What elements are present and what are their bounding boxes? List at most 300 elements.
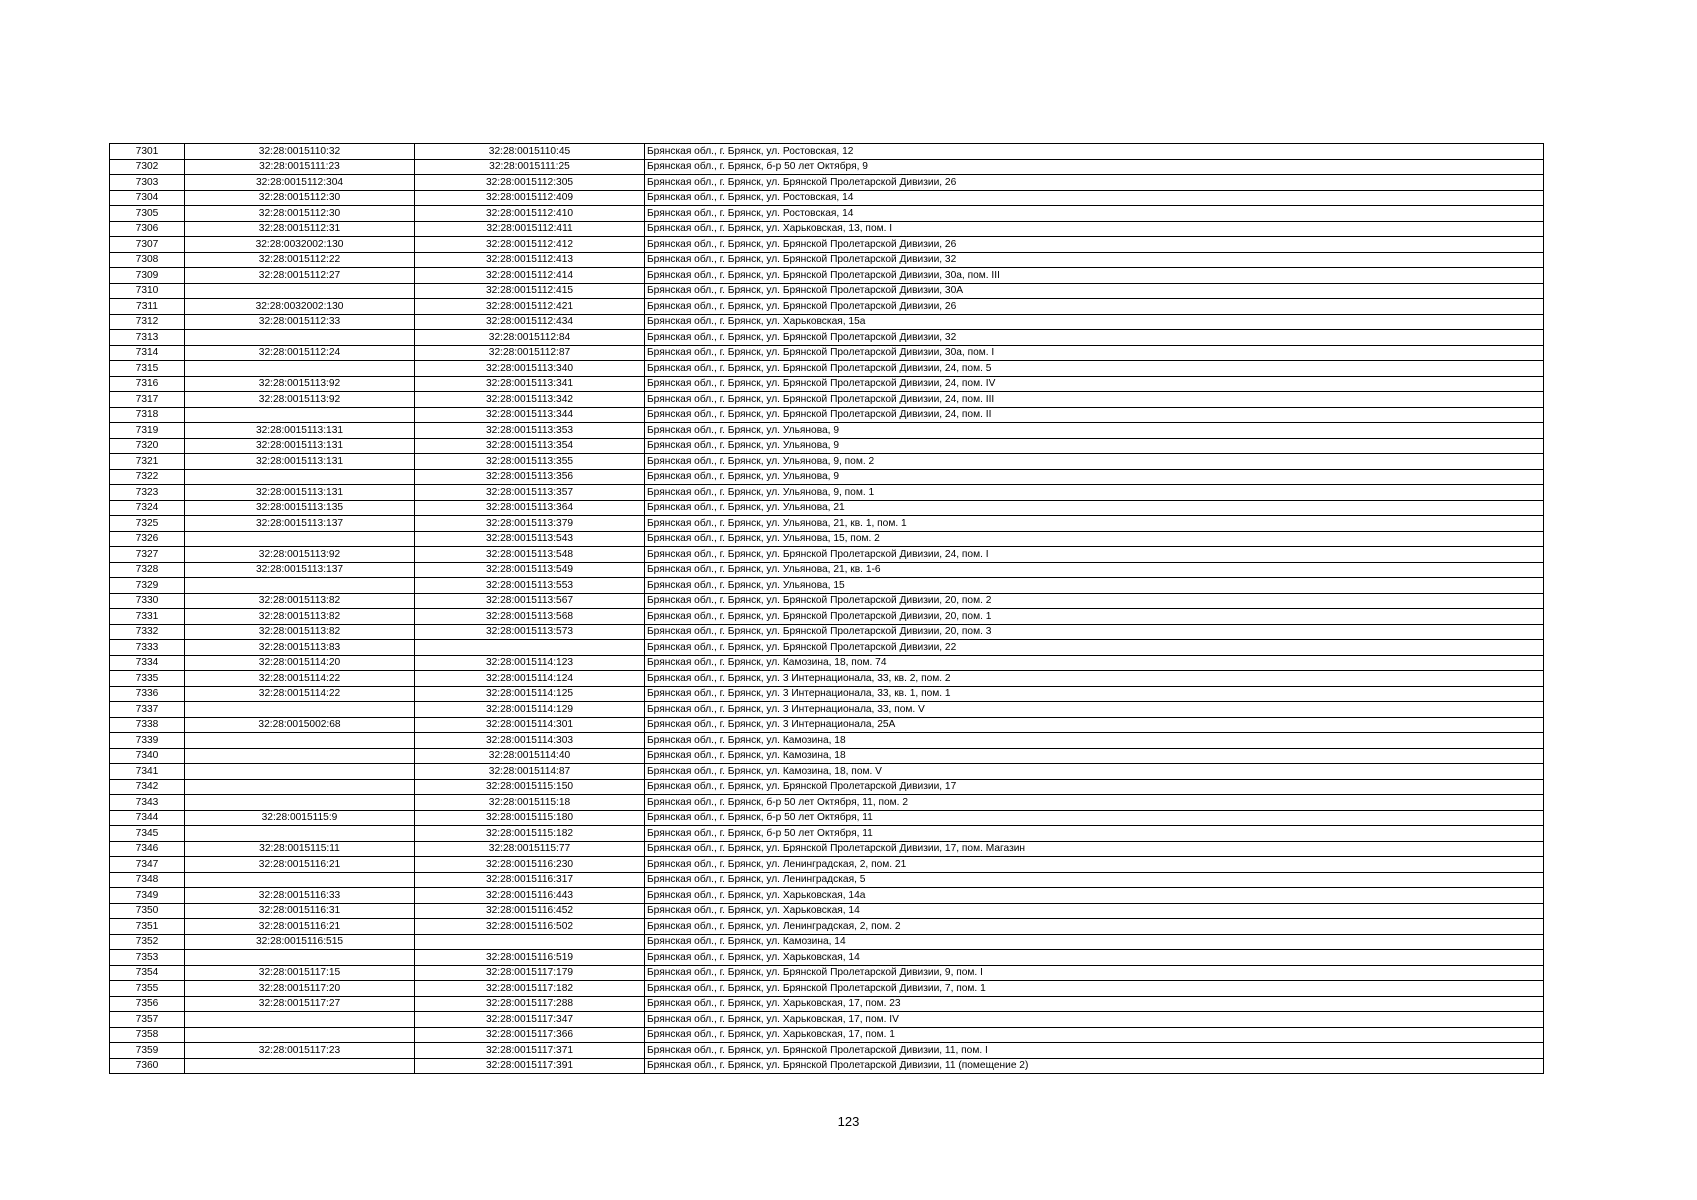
table-row — [110, 702, 1544, 718]
row-number-cell: 7315 — [110, 361, 185, 377]
parcel-number-cell — [185, 764, 415, 780]
object-number-cell — [415, 640, 645, 656]
row-number-cell: 7339 — [110, 733, 185, 749]
object-number-cell: 32:28:0015114:124 — [415, 671, 645, 687]
object-number-cell: 32:28:0015117:347 — [415, 1012, 645, 1028]
parcel-number-cell — [185, 702, 415, 718]
parcel-number-cell: 32:28:0015002:68 — [185, 717, 415, 733]
address-cell: Брянская обл., г. Брянск, б-р 50 лет Октября, 11, пом. 2 — [645, 795, 1544, 811]
object-number-cell: 32:28:0015112:412 — [415, 237, 645, 253]
row-number-cell: 7341 — [110, 764, 185, 780]
row-number-cell: 7343 — [110, 795, 185, 811]
object-number-cell: 32:28:0015117:371 — [415, 1043, 645, 1059]
object-number-cell: 32:28:0015115:77 — [415, 841, 645, 857]
row-number-cell: 7321 — [110, 454, 185, 470]
table-row — [110, 1012, 1544, 1028]
parcel-number-cell: 32:28:0015113:137 — [185, 562, 415, 578]
table-row — [110, 144, 1544, 160]
parcel-number-cell: 32:28:0015113:131 — [185, 454, 415, 470]
row-number-cell: 7335 — [110, 671, 185, 687]
table-row — [110, 500, 1544, 516]
table-row — [110, 748, 1544, 764]
row-number-cell: 7319 — [110, 423, 185, 439]
table-row — [110, 237, 1544, 253]
table-row — [110, 1027, 1544, 1043]
address-cell: Брянская обл., г. Брянск, ул. Харьковская, 14 — [645, 903, 1544, 919]
address-cell: Брянская обл., г. Брянск, ул. Ульянова, 21, кв. 1-6 — [645, 562, 1544, 578]
parcel-number-cell: 32:28:0015113:82 — [185, 609, 415, 625]
parcel-number-cell: 32:28:0015112:22 — [185, 252, 415, 268]
table-row — [110, 392, 1544, 408]
address-cell: Брянская обл., г. Брянск, ул. Ростовская, 12 — [645, 144, 1544, 160]
table-row — [110, 376, 1544, 392]
address-cell: Брянская обл., г. Брянск, ул. Брянской Пролетарской Дивизии, 11, пом. I — [645, 1043, 1544, 1059]
table-row — [110, 655, 1544, 671]
address-cell: Брянская обл., г. Брянск, ул. Ленинградская, 2, пом. 2 — [645, 919, 1544, 935]
row-number-cell: 7311 — [110, 299, 185, 315]
parcel-number-cell — [185, 330, 415, 346]
table-row — [110, 485, 1544, 501]
table-row — [110, 314, 1544, 330]
address-cell: Брянская обл., г. Брянск, ул. Брянской Пролетарской Дивизии, 24, пом. III — [645, 392, 1544, 408]
table-row — [110, 190, 1544, 206]
object-number-cell: 32:28:0015113:341 — [415, 376, 645, 392]
address-cell: Брянская обл., г. Брянск, ул. 3 Интернационала, 33, кв. 1, пом. 1 — [645, 686, 1544, 702]
address-cell: Брянская обл., г. Брянск, ул. Ульянова, 9 — [645, 438, 1544, 454]
object-number-cell: 32:28:0015113:340 — [415, 361, 645, 377]
row-number-cell: 7308 — [110, 252, 185, 268]
row-number-cell: 7350 — [110, 903, 185, 919]
address-cell: Брянская обл., г. Брянск, ул. Брянской Пролетарской Дивизии, 24, пом. 5 — [645, 361, 1544, 377]
parcel-number-cell: 32:28:0015113:83 — [185, 640, 415, 656]
row-number-cell: 7325 — [110, 516, 185, 532]
object-number-cell: 32:28:0015116:230 — [415, 857, 645, 873]
object-number-cell: 32:28:0015116:452 — [415, 903, 645, 919]
row-number-cell: 7329 — [110, 578, 185, 594]
row-number-cell: 7344 — [110, 810, 185, 826]
row-number-cell: 7336 — [110, 686, 185, 702]
address-cell: Брянская обл., г. Брянск, ул. Харьковская, 14а — [645, 888, 1544, 904]
table-row — [110, 764, 1544, 780]
parcel-number-cell: 32:28:0015117:23 — [185, 1043, 415, 1059]
page-number: 123 — [837, 1114, 860, 1129]
address-cell: Брянская обл., г. Брянск, ул. Камозина, 18, пом. V — [645, 764, 1544, 780]
table-row — [110, 686, 1544, 702]
table-row — [110, 206, 1544, 222]
address-cell: Брянская обл., г. Брянск, ул. Брянской Пролетарской Дивизии, 26 — [645, 175, 1544, 191]
table-row — [110, 950, 1544, 966]
address-cell: Брянская обл., г. Брянск, б-р 50 лет Октября, 11 — [645, 826, 1544, 842]
parcel-number-cell: 32:28:0015113:92 — [185, 392, 415, 408]
address-cell: Брянская обл., г. Брянск, ул. Ульянова, 9, пом. 2 — [645, 454, 1544, 470]
parcel-number-cell — [185, 826, 415, 842]
row-number-cell: 7314 — [110, 345, 185, 361]
table-row — [110, 609, 1544, 625]
table-row — [110, 330, 1544, 346]
row-number-cell: 7357 — [110, 1012, 185, 1028]
row-number-cell: 7310 — [110, 283, 185, 299]
table-row — [110, 407, 1544, 423]
object-number-cell: 32:28:0015113:357 — [415, 485, 645, 501]
row-number-cell: 7322 — [110, 469, 185, 485]
object-number-cell: 32:28:0015114:87 — [415, 764, 645, 780]
table-row — [110, 810, 1544, 826]
object-number-cell: 32:28:0015110:45 — [415, 144, 645, 160]
row-number-cell: 7354 — [110, 965, 185, 981]
row-number-cell: 7332 — [110, 624, 185, 640]
parcel-number-cell — [185, 407, 415, 423]
row-number-cell: 7338 — [110, 717, 185, 733]
object-number-cell: 32:28:0015113:353 — [415, 423, 645, 439]
object-number-cell: 32:28:0015113:342 — [415, 392, 645, 408]
table-row — [110, 903, 1544, 919]
table-row — [110, 469, 1544, 485]
parcel-number-cell: 32:28:0015113:82 — [185, 624, 415, 640]
object-number-cell: 32:28:0015113:543 — [415, 531, 645, 547]
object-number-cell: 32:28:0015116:519 — [415, 950, 645, 966]
parcel-number-cell: 32:28:0015114:20 — [185, 655, 415, 671]
address-cell: Брянская обл., г. Брянск, ул. Брянской Пролетарской Дивизии, 30а, пом. III — [645, 268, 1544, 284]
row-number-cell: 7356 — [110, 996, 185, 1012]
table-row — [110, 578, 1544, 594]
address-cell: Брянская обл., г. Брянск, ул. Камозина, 18, пом. 74 — [645, 655, 1544, 671]
table-row — [110, 996, 1544, 1012]
address-cell: Брянская обл., г. Брянск, ул. Брянской Пролетарской Дивизии, 7, пом. 1 — [645, 981, 1544, 997]
object-number-cell: 32:28:0015112:434 — [415, 314, 645, 330]
parcel-number-cell: 32:28:0015116:515 — [185, 934, 415, 950]
table-row — [110, 345, 1544, 361]
address-cell: Брянская обл., г. Брянск, ул. Брянской Пролетарской Дивизии, 9, пом. I — [645, 965, 1544, 981]
object-number-cell: 32:28:0015113:568 — [415, 609, 645, 625]
object-number-cell: 32:28:0015114:123 — [415, 655, 645, 671]
address-cell: Брянская обл., г. Брянск, ул. Харьковская, 13, пом. I — [645, 221, 1544, 237]
object-number-cell: 32:28:0015113:354 — [415, 438, 645, 454]
object-number-cell: 32:28:0015112:84 — [415, 330, 645, 346]
row-number-cell: 7309 — [110, 268, 185, 284]
row-number-cell: 7346 — [110, 841, 185, 857]
address-cell: Брянская обл., г. Брянск, ул. Ленинградская, 5 — [645, 872, 1544, 888]
parcel-number-cell: 32:28:0015111:23 — [185, 159, 415, 175]
table-row — [110, 299, 1544, 315]
row-number-cell: 7331 — [110, 609, 185, 625]
parcel-number-cell: 32:28:0015114:22 — [185, 686, 415, 702]
parcel-number-cell — [185, 578, 415, 594]
table-row — [110, 779, 1544, 795]
parcel-number-cell — [185, 950, 415, 966]
row-number-cell: 7358 — [110, 1027, 185, 1043]
row-number-cell: 7307 — [110, 237, 185, 253]
row-number-cell: 7324 — [110, 500, 185, 516]
parcel-number-cell — [185, 469, 415, 485]
address-cell: Брянская обл., г. Брянск, ул. Ростовская, 14 — [645, 190, 1544, 206]
parcel-number-cell: 32:28:0015117:20 — [185, 981, 415, 997]
address-cell: Брянская обл., г. Брянск, ул. Брянской Пролетарской Дивизии, 24, пом. IV — [645, 376, 1544, 392]
row-number-cell: 7360 — [110, 1058, 185, 1074]
table-row — [110, 361, 1544, 377]
row-number-cell: 7305 — [110, 206, 185, 222]
object-number-cell: 32:28:0015113:344 — [415, 407, 645, 423]
address-cell: Брянская обл., г. Брянск, ул. Ульянова, 15, пом. 2 — [645, 531, 1544, 547]
parcel-number-cell: 32:28:0015116:21 — [185, 857, 415, 873]
address-cell: Брянская обл., г. Брянск, ул. Брянской Пролетарской Дивизии, 30а, пом. I — [645, 345, 1544, 361]
address-cell: Брянская обл., г. Брянск, ул. Брянской Пролетарской Дивизии, 32 — [645, 330, 1544, 346]
table-row — [110, 547, 1544, 563]
object-number-cell: 32:28:0015114:40 — [415, 748, 645, 764]
row-number-cell: 7349 — [110, 888, 185, 904]
parcel-number-cell: 32:28:0015113:82 — [185, 593, 415, 609]
row-number-cell: 7355 — [110, 981, 185, 997]
object-number-cell — [415, 934, 645, 950]
table-row — [110, 1043, 1544, 1059]
table-row — [110, 934, 1544, 950]
row-number-cell: 7345 — [110, 826, 185, 842]
parcel-number-cell: 32:28:0015112:33 — [185, 314, 415, 330]
parcel-number-cell: 32:28:0032002:130 — [185, 237, 415, 253]
row-number-cell: 7304 — [110, 190, 185, 206]
row-number-cell: 7316 — [110, 376, 185, 392]
address-cell: Брянская обл., г. Брянск, ул. Ульянова, 21, кв. 1, пом. 1 — [645, 516, 1544, 532]
parcel-number-cell — [185, 779, 415, 795]
table-row — [110, 159, 1544, 175]
object-number-cell: 32:28:0015111:25 — [415, 159, 645, 175]
parcel-number-cell — [185, 1027, 415, 1043]
address-cell: Брянская обл., г. Брянск, ул. Брянской Пролетарской Дивизии, 24, пом. II — [645, 407, 1544, 423]
parcel-number-cell: 32:28:0015117:27 — [185, 996, 415, 1012]
object-number-cell: 32:28:0015113:355 — [415, 454, 645, 470]
row-number-cell: 7342 — [110, 779, 185, 795]
parcel-number-cell: 32:28:0015112:30 — [185, 190, 415, 206]
object-number-cell: 32:28:0015112:413 — [415, 252, 645, 268]
table-row — [110, 531, 1544, 547]
row-number-cell: 7359 — [110, 1043, 185, 1059]
object-number-cell: 32:28:0015117:391 — [415, 1058, 645, 1074]
row-number-cell: 7313 — [110, 330, 185, 346]
object-number-cell: 32:28:0015114:303 — [415, 733, 645, 749]
table-row — [110, 857, 1544, 873]
table-row — [110, 624, 1544, 640]
address-cell: Брянская обл., г. Брянск, ул. Харьковская, 17, пом. 23 — [645, 996, 1544, 1012]
address-cell: Брянская обл., г. Брянск, ул. Брянской Пролетарской Дивизии, 30А — [645, 283, 1544, 299]
address-cell: Брянская обл., г. Брянск, ул. Брянской Пролетарской Дивизии, 22 — [645, 640, 1544, 656]
row-number-cell: 7328 — [110, 562, 185, 578]
property-table — [109, 143, 1544, 1074]
table-row — [110, 593, 1544, 609]
object-number-cell: 32:28:0015113:379 — [415, 516, 645, 532]
table-row — [110, 919, 1544, 935]
table-row — [110, 175, 1544, 191]
table-row — [110, 640, 1544, 656]
address-cell: Брянская обл., г. Брянск, ул. Харьковская, 17, пом. IV — [645, 1012, 1544, 1028]
parcel-number-cell — [185, 872, 415, 888]
object-number-cell: 32:28:0015115:18 — [415, 795, 645, 811]
object-number-cell: 32:28:0015113:548 — [415, 547, 645, 563]
parcel-number-cell: 32:28:0015114:22 — [185, 671, 415, 687]
table-row — [110, 795, 1544, 811]
address-cell: Брянская обл., г. Брянск, ул. Брянской Пролетарской Дивизии, 32 — [645, 252, 1544, 268]
object-number-cell: 32:28:0015113:573 — [415, 624, 645, 640]
parcel-number-cell: 32:28:0015116:21 — [185, 919, 415, 935]
object-number-cell: 32:28:0015116:502 — [415, 919, 645, 935]
row-number-cell: 7337 — [110, 702, 185, 718]
object-number-cell: 32:28:0015112:414 — [415, 268, 645, 284]
parcel-number-cell — [185, 795, 415, 811]
parcel-number-cell: 32:28:0015113:92 — [185, 547, 415, 563]
table-row — [110, 454, 1544, 470]
table-row — [110, 423, 1544, 439]
object-number-cell: 32:28:0015112:409 — [415, 190, 645, 206]
object-number-cell: 32:28:0015114:301 — [415, 717, 645, 733]
parcel-number-cell: 32:28:0015113:131 — [185, 423, 415, 439]
row-number-cell: 7302 — [110, 159, 185, 175]
parcel-number-cell: 32:28:0015113:137 — [185, 516, 415, 532]
parcel-number-cell: 32:28:0015113:131 — [185, 485, 415, 501]
table-row — [110, 888, 1544, 904]
address-cell: Брянская обл., г. Брянск, ул. Брянской Пролетарской Дивизии, 26 — [645, 237, 1544, 253]
table-body — [110, 144, 1544, 1074]
address-cell: Брянская обл., г. Брянск, ул. 3 Интернационала, 25А — [645, 717, 1544, 733]
table-row — [110, 221, 1544, 237]
parcel-number-cell: 32:28:0015115:9 — [185, 810, 415, 826]
object-number-cell: 32:28:0015114:125 — [415, 686, 645, 702]
address-cell: Брянская обл., г. Брянск, ул. Ростовская, 14 — [645, 206, 1544, 222]
parcel-number-cell: 32:28:0015113:92 — [185, 376, 415, 392]
object-number-cell: 32:28:0015113:553 — [415, 578, 645, 594]
table-row — [110, 872, 1544, 888]
parcel-number-cell: 32:28:0015112:30 — [185, 206, 415, 222]
object-number-cell: 32:28:0015117:179 — [415, 965, 645, 981]
parcel-number-cell — [185, 283, 415, 299]
object-number-cell: 32:28:0015115:180 — [415, 810, 645, 826]
parcel-number-cell: 32:28:0015113:131 — [185, 438, 415, 454]
table-row — [110, 516, 1544, 532]
address-cell: Брянская обл., г. Брянск, ул. 3 Интернационала, 33, пом. V — [645, 702, 1544, 718]
row-number-cell: 7347 — [110, 857, 185, 873]
address-cell: Брянская обл., г. Брянск, ул. Брянской Пролетарской Дивизии, 11 (помещение 2) — [645, 1058, 1544, 1074]
object-number-cell: 32:28:0015115:182 — [415, 826, 645, 842]
parcel-number-cell: 32:28:0015110:32 — [185, 144, 415, 160]
table-row — [110, 965, 1544, 981]
parcel-number-cell: 32:28:0015117:15 — [185, 965, 415, 981]
table-row — [110, 283, 1544, 299]
row-number-cell: 7301 — [110, 144, 185, 160]
address-cell: Брянская обл., г. Брянск, ул. Ульянова, 9, пом. 1 — [645, 485, 1544, 501]
parcel-number-cell — [185, 748, 415, 764]
object-number-cell: 32:28:0015112:410 — [415, 206, 645, 222]
parcel-number-cell: 32:28:0015116:31 — [185, 903, 415, 919]
object-number-cell: 32:28:0015113:364 — [415, 500, 645, 516]
object-number-cell: 32:28:0015113:356 — [415, 469, 645, 485]
address-cell: Брянская обл., г. Брянск, б-р 50 лет Октября, 11 — [645, 810, 1544, 826]
address-cell: Брянская обл., г. Брянск, ул. 3 Интернационала, 33, кв. 2, пом. 2 — [645, 671, 1544, 687]
parcel-number-cell — [185, 1058, 415, 1074]
address-cell: Брянская обл., г. Брянск, ул. Харьковская, 17, пом. 1 — [645, 1027, 1544, 1043]
object-number-cell: 32:28:0015112:87 — [415, 345, 645, 361]
row-number-cell: 7320 — [110, 438, 185, 454]
table-row — [110, 562, 1544, 578]
row-number-cell: 7351 — [110, 919, 185, 935]
object-number-cell: 32:28:0015117:288 — [415, 996, 645, 1012]
parcel-number-cell: 32:28:0015112:31 — [185, 221, 415, 237]
address-cell: Брянская обл., г. Брянск, ул. Брянской Пролетарской Дивизии, 20, пом. 1 — [645, 609, 1544, 625]
address-cell: Брянская обл., г. Брянск, ул. Брянской Пролетарской Дивизии, 17, пом. Магазин — [645, 841, 1544, 857]
row-number-cell: 7348 — [110, 872, 185, 888]
row-number-cell: 7352 — [110, 934, 185, 950]
table-row — [110, 826, 1544, 842]
row-number-cell: 7334 — [110, 655, 185, 671]
table-row — [110, 733, 1544, 749]
address-cell: Брянская обл., г. Брянск, ул. Ульянова, 21 — [645, 500, 1544, 516]
row-number-cell: 7323 — [110, 485, 185, 501]
row-number-cell: 7340 — [110, 748, 185, 764]
address-cell: Брянская обл., г. Брянск, ул. Ульянова, 9 — [645, 469, 1544, 485]
parcel-number-cell: 32:28:0015115:11 — [185, 841, 415, 857]
row-number-cell: 7306 — [110, 221, 185, 237]
address-cell: Брянская обл., г. Брянск, ул. Харьковская, 14 — [645, 950, 1544, 966]
table-row — [110, 438, 1544, 454]
table-row — [110, 717, 1544, 733]
address-cell: Брянская обл., г. Брянск, ул. Ульянова, 15 — [645, 578, 1544, 594]
row-number-cell: 7312 — [110, 314, 185, 330]
object-number-cell: 32:28:0015116:443 — [415, 888, 645, 904]
row-number-cell: 7303 — [110, 175, 185, 191]
address-cell: Брянская обл., г. Брянск, ул. Брянской Пролетарской Дивизии, 20, пом. 3 — [645, 624, 1544, 640]
object-number-cell: 32:28:0015116:317 — [415, 872, 645, 888]
address-cell: Брянская обл., г. Брянск, ул. Камозина, 14 — [645, 934, 1544, 950]
parcel-number-cell: 32:28:0015113:135 — [185, 500, 415, 516]
object-number-cell: 32:28:0015112:411 — [415, 221, 645, 237]
row-number-cell: 7330 — [110, 593, 185, 609]
row-number-cell: 7318 — [110, 407, 185, 423]
parcel-number-cell — [185, 531, 415, 547]
row-number-cell: 7333 — [110, 640, 185, 656]
table-row — [110, 1058, 1544, 1074]
object-number-cell: 32:28:0015112:421 — [415, 299, 645, 315]
address-cell: Брянская обл., г. Брянск, ул. Брянской Пролетарской Дивизии, 26 — [645, 299, 1544, 315]
object-number-cell: 32:28:0015112:305 — [415, 175, 645, 191]
address-cell: Брянская обл., г. Брянск, б-р 50 лет Октября, 9 — [645, 159, 1544, 175]
address-cell: Брянская обл., г. Брянск, ул. Ленинградская, 2, пом. 21 — [645, 857, 1544, 873]
object-number-cell: 32:28:0015115:150 — [415, 779, 645, 795]
parcel-number-cell: 32:28:0015116:33 — [185, 888, 415, 904]
address-cell: Брянская обл., г. Брянск, ул. Брянской Пролетарской Дивизии, 17 — [645, 779, 1544, 795]
table-row — [110, 268, 1544, 284]
parcel-number-cell — [185, 733, 415, 749]
parcel-number-cell: 32:28:0015112:27 — [185, 268, 415, 284]
parcel-number-cell — [185, 1012, 415, 1028]
table-row — [110, 671, 1544, 687]
row-number-cell: 7327 — [110, 547, 185, 563]
parcel-number-cell: 32:28:0015112:24 — [185, 345, 415, 361]
object-number-cell: 32:28:0015113:567 — [415, 593, 645, 609]
parcel-number-cell: 32:28:0032002:130 — [185, 299, 415, 315]
address-cell: Брянская обл., г. Брянск, ул. Брянской Пролетарской Дивизии, 24, пом. I — [645, 547, 1544, 563]
row-number-cell: 7353 — [110, 950, 185, 966]
row-number-cell: 7326 — [110, 531, 185, 547]
address-cell: Брянская обл., г. Брянск, ул. Ульянова, 9 — [645, 423, 1544, 439]
address-cell: Брянская обл., г. Брянск, ул. Брянской Пролетарской Дивизии, 20, пом. 2 — [645, 593, 1544, 609]
address-cell: Брянская обл., г. Брянск, ул. Камозина, 18 — [645, 733, 1544, 749]
object-number-cell: 32:28:0015117:182 — [415, 981, 645, 997]
row-number-cell: 7317 — [110, 392, 185, 408]
parcel-number-cell: 32:28:0015112:304 — [185, 175, 415, 191]
object-number-cell: 32:28:0015117:366 — [415, 1027, 645, 1043]
object-number-cell: 32:28:0015112:415 — [415, 283, 645, 299]
table-row — [110, 252, 1544, 268]
table-row — [110, 841, 1544, 857]
object-number-cell: 32:28:0015114:129 — [415, 702, 645, 718]
table-row — [110, 981, 1544, 997]
parcel-number-cell — [185, 361, 415, 377]
